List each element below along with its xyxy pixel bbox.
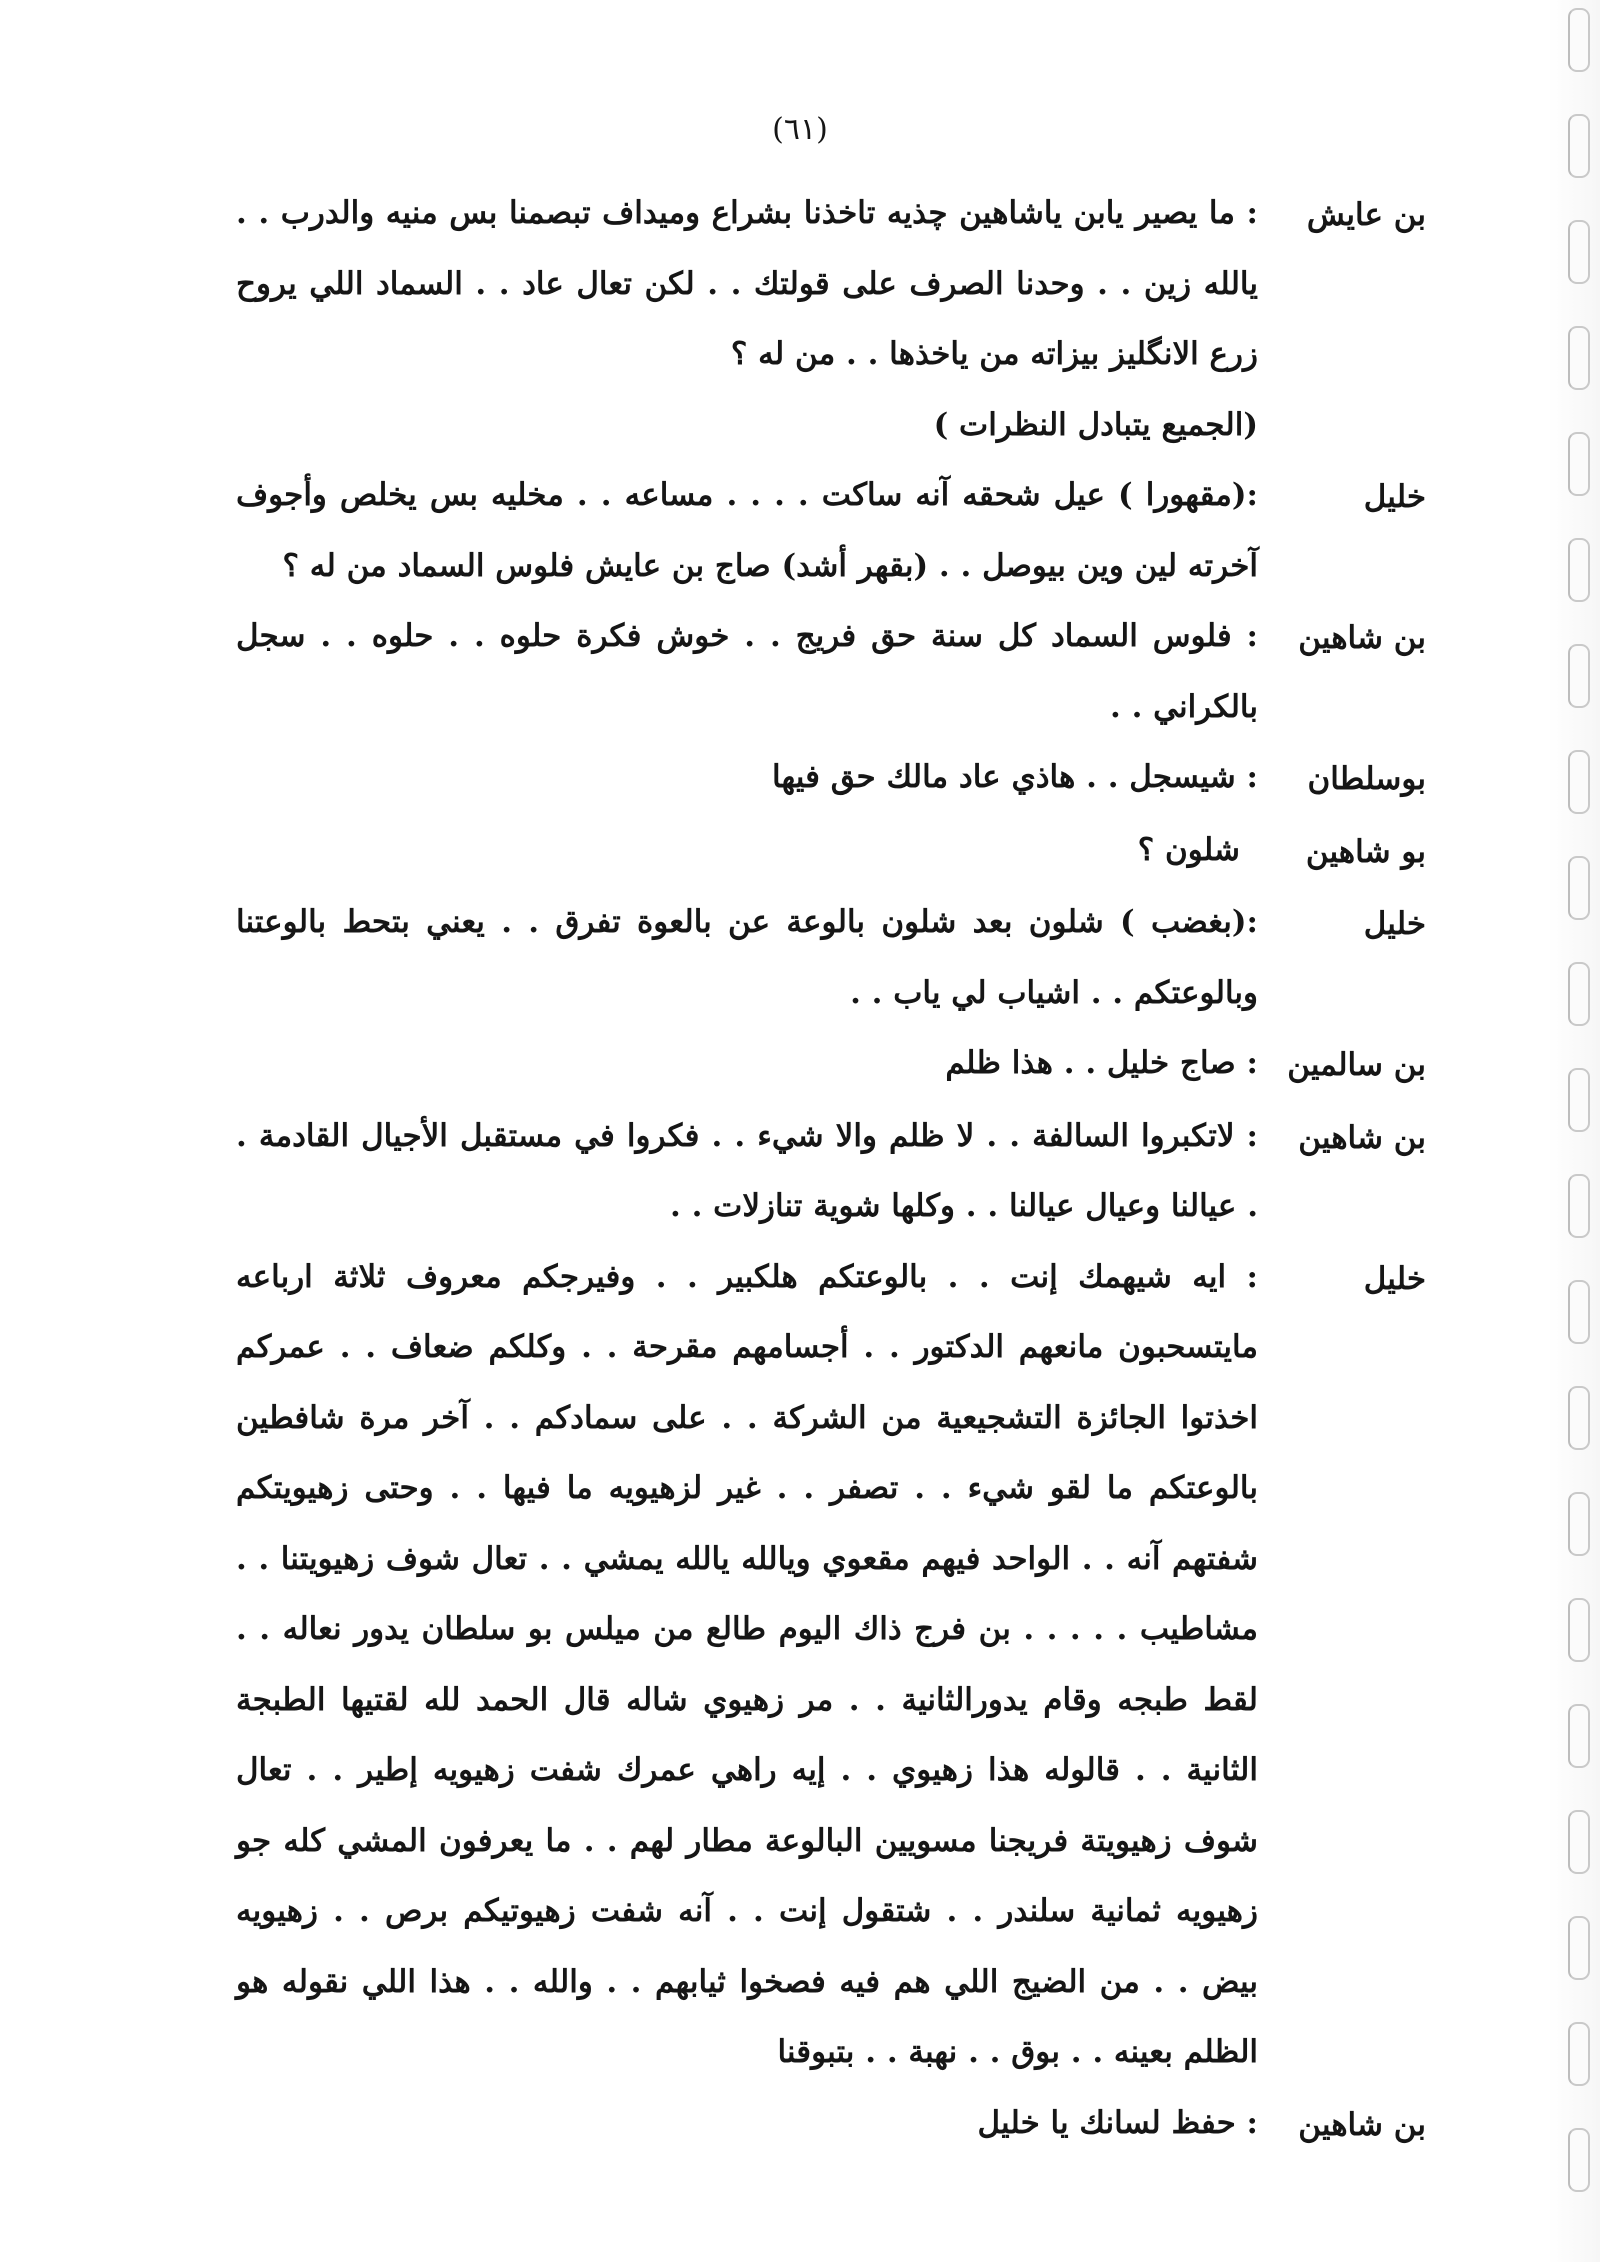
speaker-name: بن شاهين (1298, 1119, 1426, 1156)
binding-ring-icon (1568, 962, 1590, 1026)
speaker-name: بن شاهين (1298, 620, 1426, 656)
dialogue-line: : شيسجل . . هاذي عاد مالك حق فيها (772, 759, 1258, 795)
speaker-name (1268, 390, 1426, 461)
dialogue-line: : لاتكبروا السالفة . . لا ظلم والا شيء . . فكروا في مستقبل الأجيال القادمة . . عيالنا وعيال عيالنا . . وكلها شوية تنازلات . . (236, 1117, 1258, 1224)
speaker-name: خليل (1363, 906, 1426, 942)
dialogue-line: : ايه شيهمك إنت . . بالوعتكم هلكبير . . وفيرجكم معروف ثلاثة ارباعه مايتسحبون مانعهم الدكتور . . أجسامهم مقرحة . . وكلكم ضعاف . . عمركم اخذتوا الجائزة التشجيعية من الشركة . . على سمادكم . . آخر مرة شافطين بالوعتكم ما لقو شيء . . تصفر . . غير لزهيويه ما فيها . . وحتى زهيويتكم شفتهم آنه . . الواحد فيهم مقعوي ويالله يالله يمشي . . تعال شوف زهيويتنا . . مشاطيب . . . . . بن فرج ذاك اليوم طالع من ميلس بو سلطان يدور نعاله . . لقط طبجه وقام يدورالثانية . . مر زهيوي شاله قال الحمد لله لقتيها الطبجة الثانية . . قالوله هذا زهيوي . . إيه راهي عمرك شفت زهيويه إطير . . تعال شوف زهيويتة فريجنا مسويين البالوعة مطار لهم . . ما يعرفون المشي كله جو زهيويه ثمانية سلندر . . شتقول إنت . . آنه شفت زهيوتيكم برص . . زهيويه بيض . . من الضيج اللي هم فيه فصخوا ثيابهم . . والله . . هذا اللي نقوله هو الظلم بعينه . . بوق . . نهبة . . بتبوقنا (236, 1258, 1258, 2070)
binding-ring-icon (1568, 1810, 1590, 1874)
binding-ring-icon (1568, 1386, 1590, 1450)
binding-ring-icon (1568, 1704, 1590, 1768)
stage-direction: (الجميع يتبادل النظرات ) (933, 406, 1258, 443)
binding-ring-icon (1568, 856, 1590, 920)
speaker-name: بوسلطان (1307, 761, 1426, 797)
binding-ring-icon (1568, 538, 1590, 602)
speaker-name: خليل (1363, 479, 1426, 515)
dialogue-line: :(بغضب ) شلون بعد شلون بالوعة عن بالعوة تفرق . . يعني بتحط بالوعتنا وبالوعتكم . . اشياب لي ياب . . (236, 904, 1258, 1011)
dialogue-line: شلون ؟ (1137, 831, 1240, 868)
script-dialogue (236, 178, 1426, 2160)
binding-ring-icon (1568, 2128, 1590, 2192)
binding-ring-icon (1568, 432, 1590, 496)
binding-ring-icon (1568, 1174, 1590, 1238)
dialogue-line: : ما يصير يابن ياشاهين چذيه تاخذنا بشراع وميداف تبصمنا بس منيه والدرب . . يالله زين . . وحدنا الصرف على قولتك . . لكن تعال عاد . . السماد اللي يروح زرع الانگليز بيزاته من ياخذها . . من له ؟ (236, 195, 1258, 372)
speaker-name: خليل (1363, 1260, 1426, 1297)
speaker-name: بو شاهين (1305, 833, 1426, 870)
speaker-name: بن عايش (1306, 197, 1426, 233)
binding-ring-icon (1568, 1916, 1590, 1980)
binding-ring-icon (1568, 750, 1590, 814)
binding-ring-icon (1568, 220, 1590, 284)
dialogue-line: :(مقهورا ) عيل شحقه آنه ساكت . . . . مساعه . . مخليه بس يخلص وأجوف آخرته لين وين بيوصل . . (بقهر أشد) صاج بن عايش فلوس السماد من له ؟ (236, 477, 1258, 584)
speaker-name: بن شاهين (1298, 2106, 1426, 2143)
dialogue-line: : فلوس السماد كل سنة حق فريج . . خوش فكرة حلوه . . حلوه . . سجل بالكراني . . (236, 618, 1258, 725)
binding-ring-icon (1568, 1068, 1590, 1132)
dialogue-line: : صاج خليل . . هذا ظلم (945, 1045, 1258, 1081)
binding-ring-icon (1568, 1492, 1590, 1556)
binding-ring-icon (1568, 8, 1590, 72)
binding-ring-icon (1568, 326, 1590, 390)
binding-ring-icon (1568, 644, 1590, 708)
speaker-name: بن سالمين (1287, 1047, 1426, 1083)
page-number: (٦١) (772, 112, 828, 147)
binding-ring-icon (1568, 2022, 1590, 2086)
binding-ring-icon (1568, 1280, 1590, 1344)
ring-binding (1548, 0, 1600, 2262)
dialogue-line: : حفظ لسانك يا خليل (977, 2104, 1258, 2141)
binding-ring-icon (1568, 1598, 1590, 1662)
